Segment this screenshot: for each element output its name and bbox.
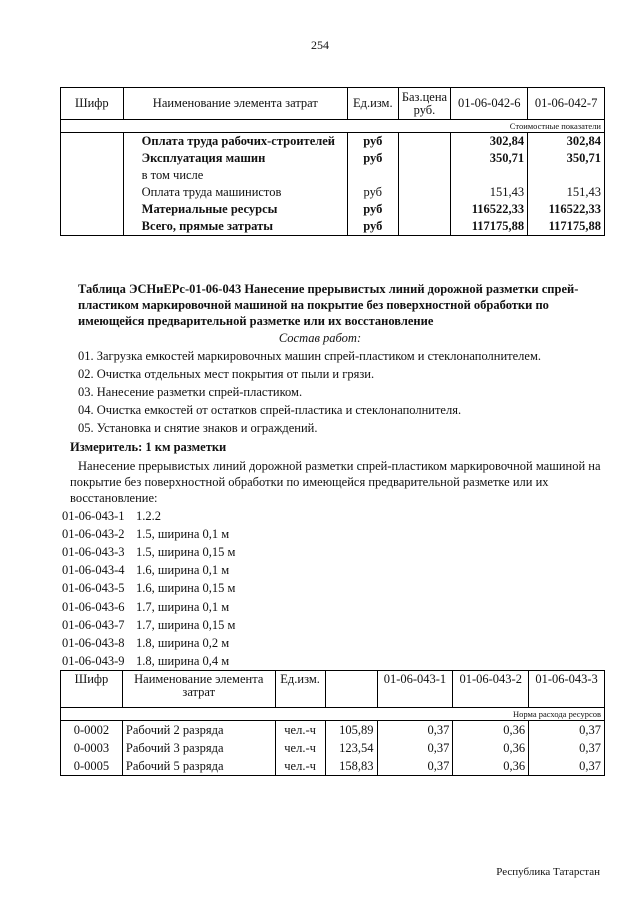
footer-region: Республика Татарстан [496, 866, 600, 878]
header-code: Шифр [61, 88, 124, 120]
table-row [61, 150, 605, 167]
row-value-2 [528, 167, 605, 184]
row-name: Всего, прямые затраты [123, 218, 347, 236]
work-item: 02. Очистка отдельных мест покрытия от пыли и грязи. [78, 367, 375, 381]
row-value-1 [451, 167, 528, 184]
table-row [61, 201, 605, 218]
row-unit: чел.-ч [275, 721, 325, 740]
work-item: 03. Нанесение разметки спрей-пластиком. [78, 385, 303, 399]
row-value-1: 302,84 [451, 133, 528, 151]
row-value-1: 116522,33 [451, 201, 528, 218]
header-col-043-1: 01-06-043-1 [377, 671, 453, 708]
code-value: 1.7, ширина 0,1 м [136, 599, 230, 614]
row-name: в том числе [123, 167, 347, 184]
row-price: 158,83 [325, 757, 377, 776]
composition-label: Состав работ: [278, 331, 362, 345]
row-base-price [398, 184, 451, 201]
header-col-042-7: 01-06-042-7 [528, 88, 605, 120]
row-unit: руб [348, 201, 399, 218]
code-item: 01-06-043-3 [62, 545, 125, 560]
resource-table-subheader: Норма расхода ресурсов [61, 708, 605, 721]
row-name: Эксплуатация машин [123, 150, 347, 167]
header-col-043-3: 01-06-043-3 [529, 671, 605, 708]
row-name: Рабочий 2 разряда [122, 721, 275, 740]
header-unit: Ед.изм. [275, 671, 325, 708]
work-item: 05. Установка и снятие знаков и ограждений. [78, 421, 318, 435]
code-value: 1.5, ширина 0,1 м [136, 527, 230, 542]
row-value-2: 0,36 [453, 721, 529, 740]
description: Нанесение прерывистых линий дорожной разметки спрей-пластиком маркировочной машиной на покрытие без поверхностной обработки по имеющейся предварительной разметке или их восстановление: [70, 459, 601, 505]
code-item: 01-06-043-6 [62, 599, 125, 614]
code-value: 1.5, ширина 0,15 м [136, 545, 236, 560]
row-value-2: 151,43 [528, 184, 605, 201]
row-unit: руб [348, 184, 399, 201]
row-value-3: 0,37 [529, 757, 605, 776]
row-base-price [398, 133, 451, 151]
work-item: 04. Очистка емкостей от остатков спрей-пластика и стеклонаполнителя. [78, 403, 462, 417]
page-number: 254 [311, 38, 329, 52]
code-item: 01-06-043-4 [62, 563, 125, 578]
row-code: 0-0002 [61, 721, 123, 740]
row-base-price [398, 201, 451, 218]
code-value: 1.8, ширина 0,2 м [136, 635, 230, 650]
code-item: 01-06-043-7 [62, 617, 125, 632]
row-name: Рабочий 5 разряда [122, 757, 275, 776]
row-price: 123,54 [325, 739, 377, 757]
cost-table-subheader: Стоимостные показатели [61, 120, 605, 133]
table-row [61, 133, 605, 151]
row-value-1: 117175,88 [451, 218, 528, 236]
row-code [61, 218, 124, 236]
header-col-042-6: 01-06-042-6 [451, 88, 528, 120]
cost-table [60, 87, 605, 236]
row-base-price [398, 150, 451, 167]
code-value: 1.6, ширина 0,1 м [136, 563, 230, 578]
row-name: Рабочий 3 разряда [122, 739, 275, 757]
row-name: Материальные ресурсы [123, 201, 347, 218]
row-price: 105,89 [325, 721, 377, 740]
table-row [61, 184, 605, 201]
row-value-2: 116522,33 [528, 201, 605, 218]
row-name: Оплата труда машинистов [123, 184, 347, 201]
table-row [61, 739, 605, 757]
header-base-price: Баз.цена руб. [398, 88, 451, 120]
header-col-043-2: 01-06-043-2 [453, 671, 529, 708]
cost-table-header [61, 88, 605, 120]
work-item: 01. Загрузка емкостей маркировочных машин спрей-пластиком и стеклонаполнителем. [78, 349, 542, 363]
table-row [61, 757, 605, 776]
row-value-2: 117175,88 [528, 218, 605, 236]
row-value-2: 302,84 [528, 133, 605, 151]
meter-label: Измеритель: 1 км разметки [70, 440, 227, 454]
row-unit: чел.-ч [275, 757, 325, 776]
row-value-3: 0,37 [529, 721, 605, 740]
code-item: 01-06-043-8 [62, 635, 125, 650]
row-code [61, 167, 124, 184]
row-unit [348, 167, 399, 184]
header-name: Наименование элемента затрат [122, 671, 275, 708]
header-code: Шифр [61, 671, 123, 708]
code-item: 01-06-043-5 [62, 581, 125, 596]
row-code: 0-0005 [61, 757, 123, 776]
row-code [61, 201, 124, 218]
row-value-1: 350,71 [451, 150, 528, 167]
row-base-price [398, 218, 451, 236]
row-value-1: 151,43 [451, 184, 528, 201]
row-code [61, 133, 124, 151]
row-value-3: 0,37 [529, 739, 605, 757]
row-unit: руб [348, 150, 399, 167]
row-unit: руб [348, 218, 399, 236]
table-row [61, 218, 605, 236]
row-value-2: 0,36 [453, 757, 529, 776]
header-name: Наименование элемента затрат [123, 88, 347, 120]
row-value-1: 0,37 [377, 739, 453, 757]
resource-table-header [61, 671, 605, 708]
code-item: 01-06-043-2 [62, 527, 125, 542]
row-name: Оплата труда рабочих-строителей [123, 133, 347, 151]
row-value-1: 0,37 [377, 757, 453, 776]
code-item: 01-06-043-9 [62, 653, 125, 668]
row-value-2: 350,71 [528, 150, 605, 167]
code-value: 1.7, ширина 0,15 м [136, 617, 236, 632]
row-code: 0-0003 [61, 739, 123, 757]
table-row [61, 721, 605, 740]
section-title: Таблица ЭСНиЕРс-01-06-043 Нанесение прерывистых линий дорожной разметки спрей-пластиком маркировочной машиной на покрытие без поверхностной обработки по имеющейся предварительной разметке или их восстановление [78, 282, 579, 328]
row-code [61, 150, 124, 167]
row-code [61, 184, 124, 201]
row-unit: чел.-ч [275, 739, 325, 757]
row-base-price [398, 167, 451, 184]
code-item: 01-06-043-1 [62, 509, 125, 523]
row-value-2: 0,36 [453, 739, 529, 757]
code-value: 1.8, ширина 0,4 м [136, 653, 230, 668]
row-value-1: 0,37 [377, 721, 453, 740]
code-value: 1.6, ширина 0,15 м [136, 581, 236, 596]
code-value: 1.2.2 [136, 509, 161, 523]
row-unit: руб [348, 133, 399, 151]
header-unit: Ед.изм. [348, 88, 399, 120]
header-price [325, 671, 377, 708]
table-row [61, 167, 605, 184]
resource-table [60, 670, 605, 776]
